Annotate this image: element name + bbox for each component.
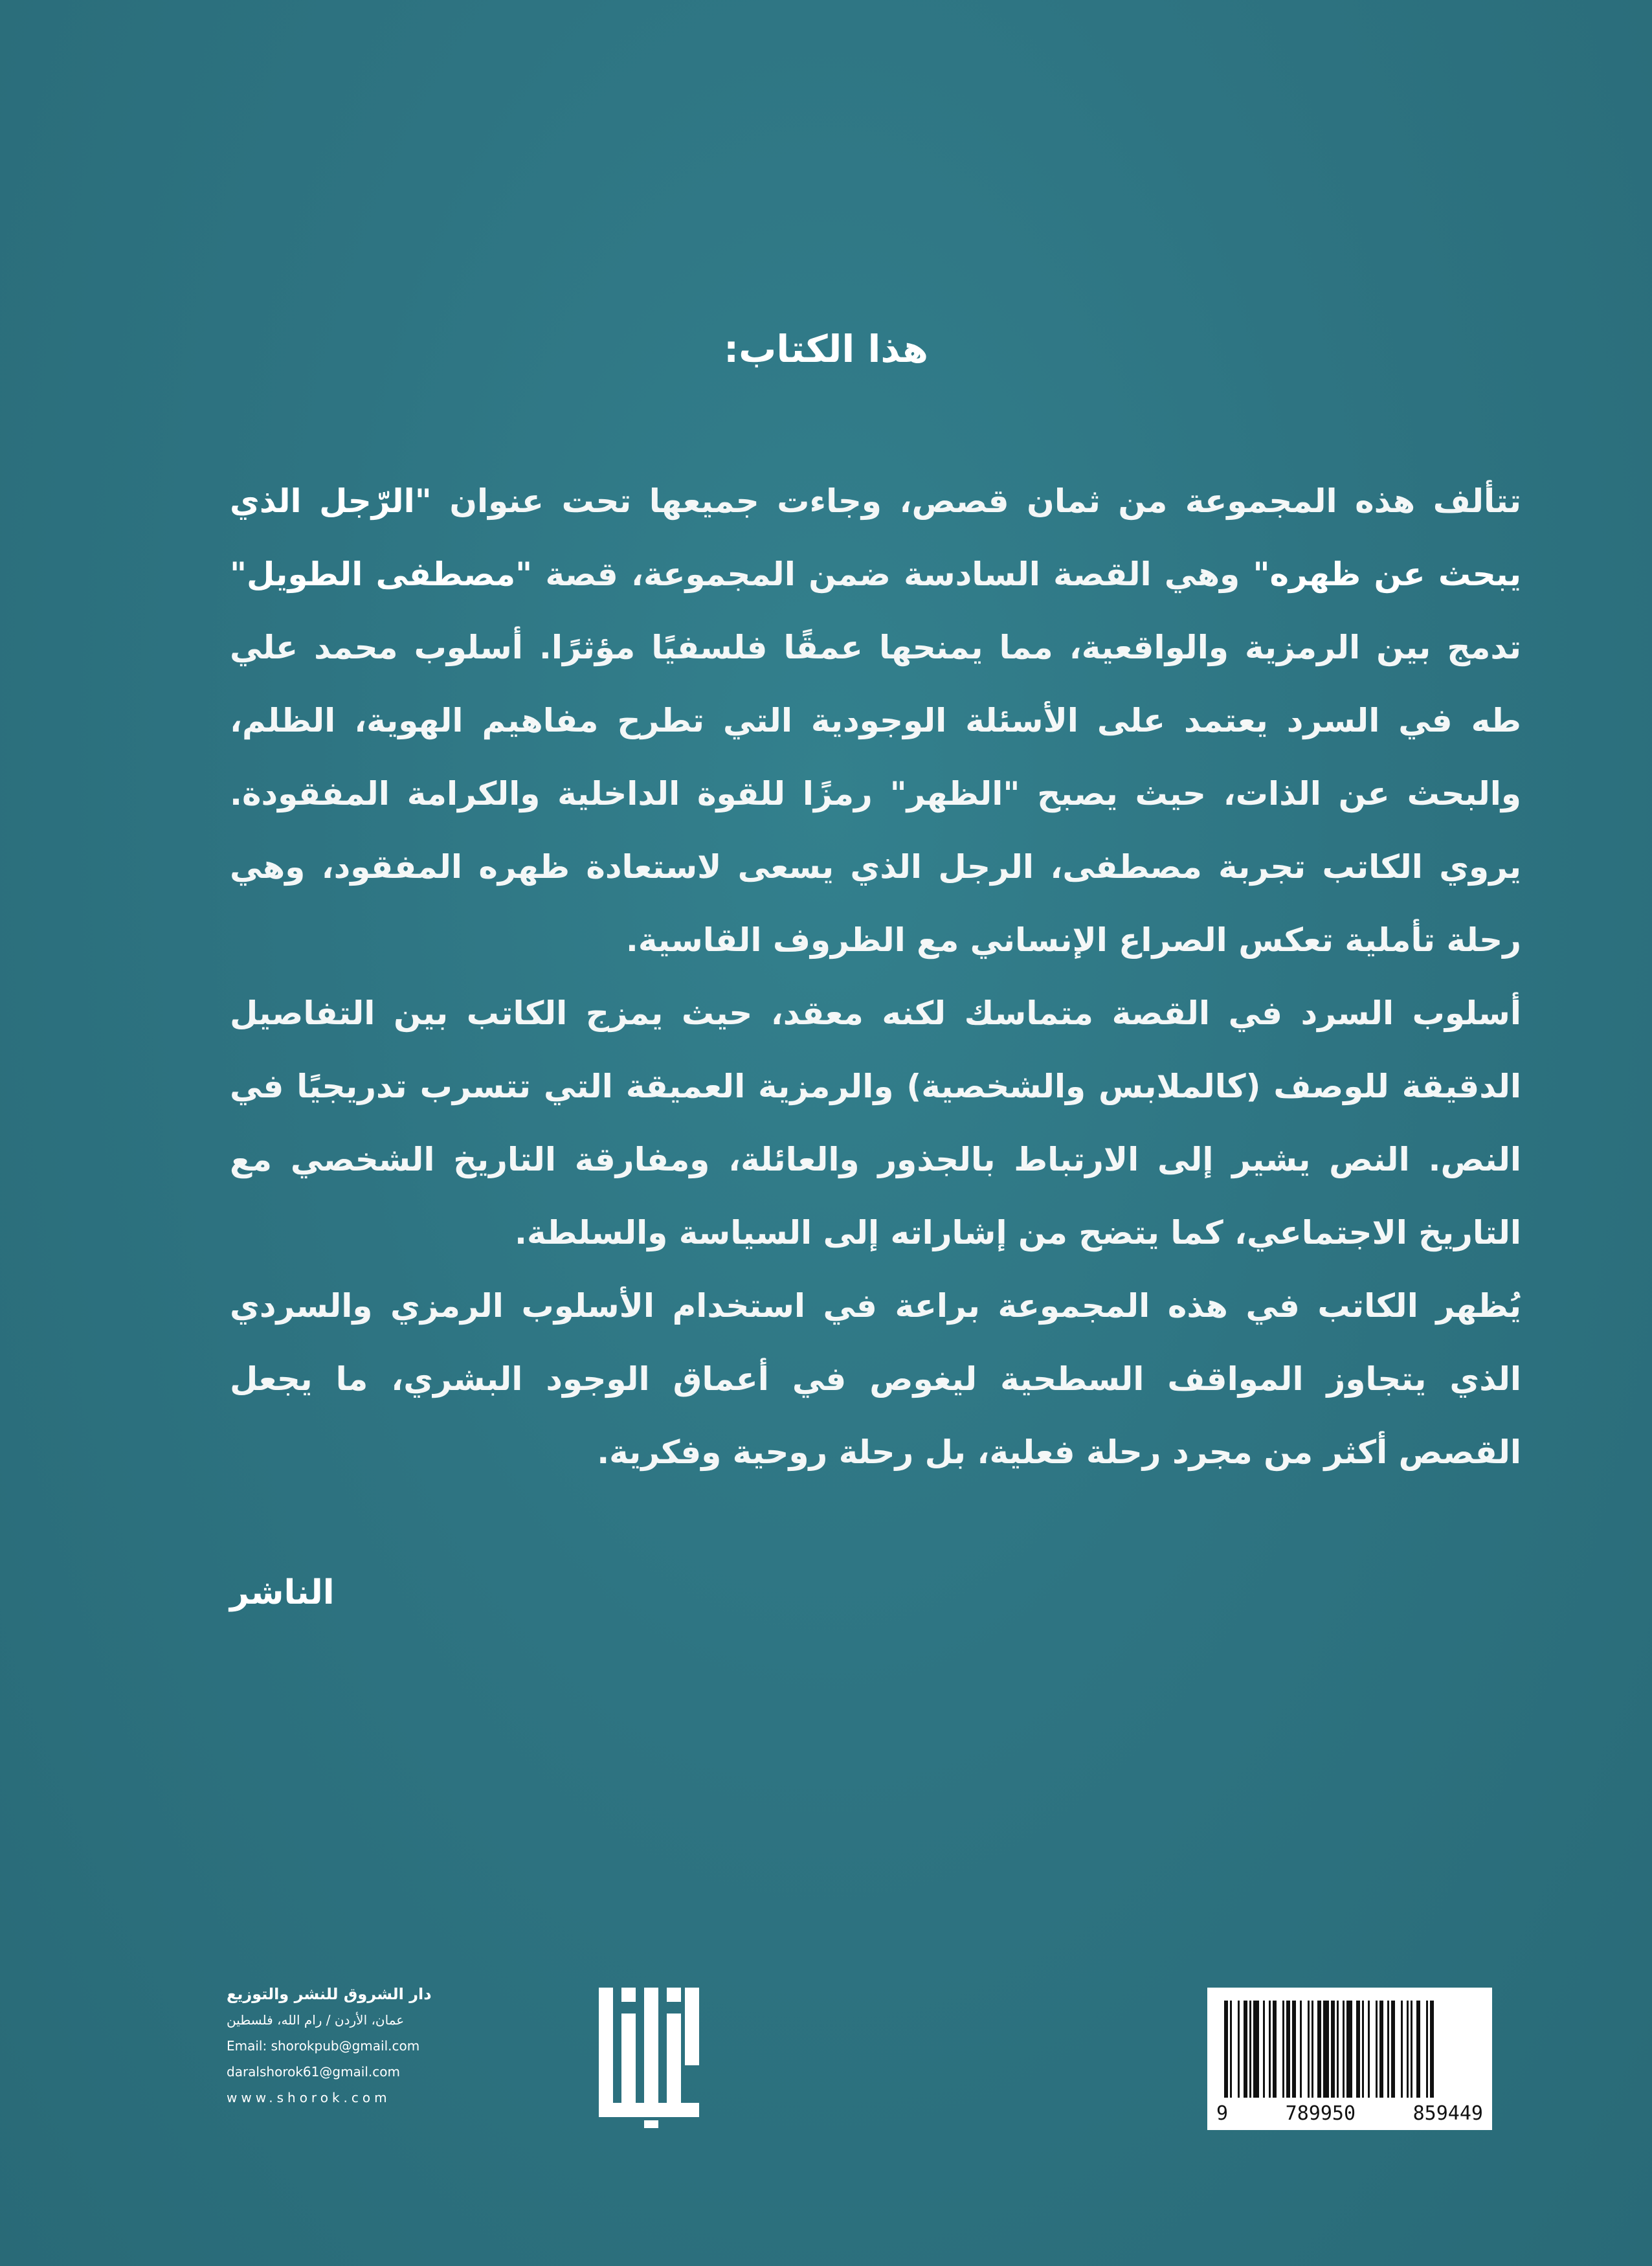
publisher-email: Email: shorokpub@gmail.com bbox=[227, 2038, 420, 2054]
publisher-logo-icon bbox=[592, 1975, 706, 2130]
blurb-text-run: وهي القصة السادسة ضمن المجموعة، قصة bbox=[532, 555, 1253, 593]
isbn-digits-right: 859449 bbox=[1412, 2102, 1483, 2125]
isbn-digits-left: 789950 bbox=[1285, 2102, 1356, 2125]
blurb-text-run: تدمج بين الرمزية والواقعية، مما يمنحها عمقًا فلسفيًا مؤثرًا. أسلوب محمد علي طه في السرد يعتمد على الأسئلة الوجودية التي تطرح مفاهيم الهوية، الظلم، والبحث عن الذات، حيث يصبح "الظهر" رمزًا للقوة الداخلية والكرامة المفقودة. يروي الكاتب تجربة مصطفى، الرجل الذي يسعى لاستعادة ظهره المفقود، وهي رحلة تأملية تعكس الصراع الإنساني مع الظروف القاسية. bbox=[230, 629, 1521, 959]
isbn-digits bbox=[1216, 2102, 1483, 2125]
barcode-bars-icon bbox=[1220, 2001, 1479, 2098]
blurb-paragraph-3: يُظهر الكاتب في هذه المجموعة براعة في استخدام الأسلوب الرمزي والسردي الذي يتجاوز المواقف السطحية ليغوص في أعماق الوجود البشري، ما يجعل القصص أكثر من مجرد رحلة فعلية، بل رحلة روحية وفكرية. bbox=[230, 1287, 1521, 1471]
publisher-address: عمان، الأردن / رام الله، فلسطين bbox=[227, 2012, 405, 2028]
collection-title: "الرّجل الذي يبحث عن ظهره" bbox=[230, 482, 1521, 593]
section-heading: هذا الكتاب: bbox=[723, 327, 929, 371]
publisher-email-alt: daralshorok61@gmail.com bbox=[227, 2064, 400, 2080]
blurb-paragraph-2: أسلوب السرد في القصة متماسك لكنه معقد، حيث يمزج الكاتب بين التفاصيل الدقيقة للوصف (كالملابس والشخصية) والرمزية العميقة التي تتسرب تدريجيًا في النص. النص يشير إلى الارتباط بالجذور والعائلة، ومفارقة التاريخ الشخصي مع التاريخ الاجتماعي، كما يتضح من إشاراته إلى السياسة والسلطة. bbox=[230, 994, 1521, 1251]
isbn-digit-prefix: 9 bbox=[1216, 2102, 1229, 2125]
publisher-name: دار الشروق للنشر والتوزيع bbox=[227, 1985, 432, 2003]
publisher-signature: الناشر bbox=[230, 1573, 335, 1612]
isbn-barcode bbox=[1207, 1988, 1492, 2130]
publisher-block bbox=[227, 1975, 706, 2137]
blurb-text bbox=[230, 465, 1521, 1489]
blurb-paragraph-1 bbox=[230, 465, 1521, 977]
blurb-text-run: تتألف هذه المجموعة من ثمان قصص، وجاءت جميعها تحت عنوان bbox=[431, 482, 1522, 520]
publisher-contact bbox=[227, 1981, 473, 2111]
publisher-logo bbox=[592, 1975, 706, 2130]
story-title: "مصطفى الطويل" bbox=[230, 555, 533, 593]
publisher-website: www.shorok.com bbox=[227, 2090, 391, 2105]
